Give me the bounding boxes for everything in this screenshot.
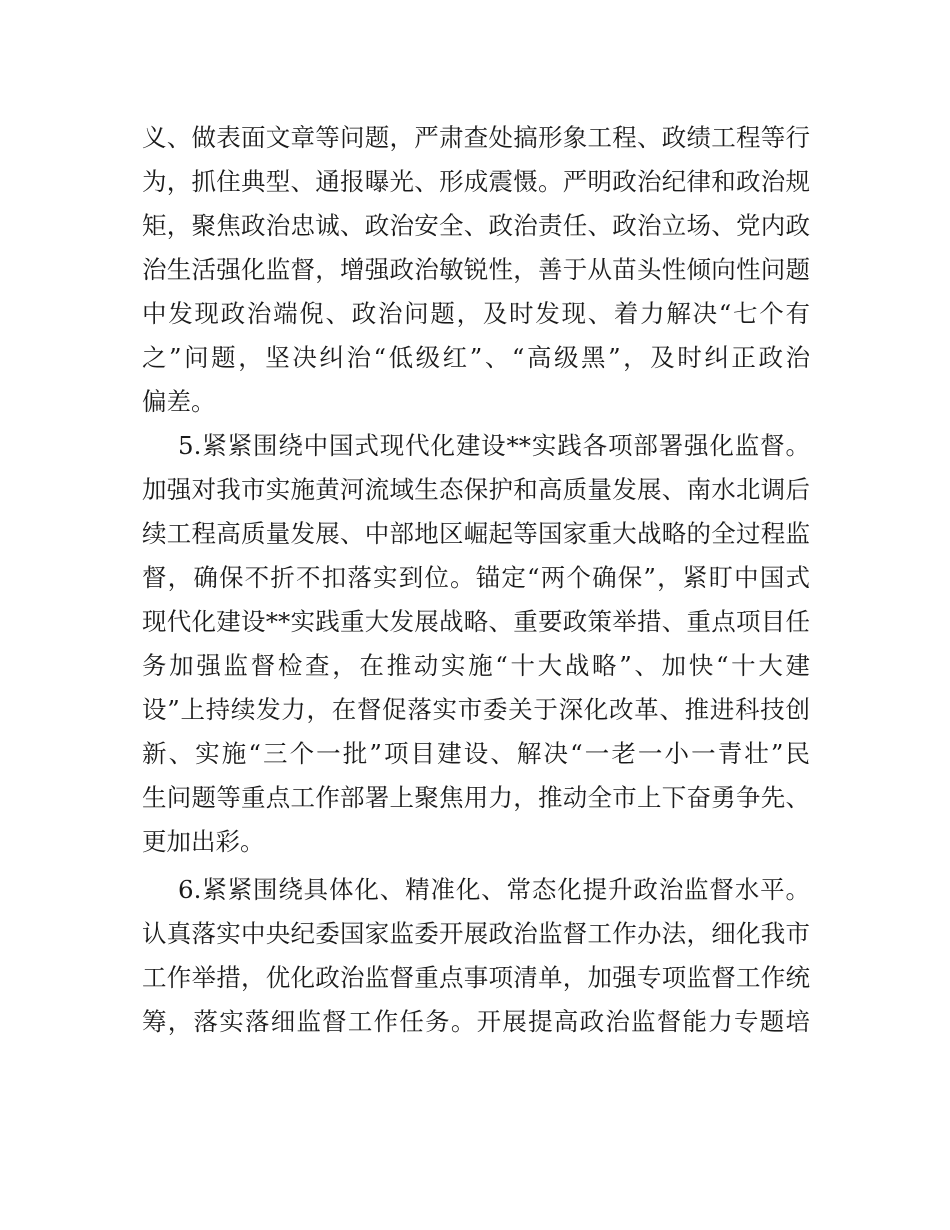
text-line: 之”问题，坚决纠治“低级红”、“高级黑”，及时纠正政治 <box>142 343 810 372</box>
text-line: 矩，聚焦政治忠诚、政治安全、政治责任、政治立场、党内政 <box>142 211 810 240</box>
paragraph-item-5 <box>142 424 810 864</box>
text-line: 治生活强化监督，增强政治敏锐性，善于从苗头性倾向性问题 <box>142 255 810 284</box>
text-line: 新、实施“三个一批”项目建设、解决“一老一小一青壮”民 <box>142 739 810 768</box>
text-line: 为，抓住典型、通报曝光、形成震慑。严明政治纪律和政治规 <box>142 167 810 196</box>
paragraph-continuation <box>142 116 810 424</box>
text-line: 工作举措，优化政治监督重点事项清单，加强专项监督工作统 <box>142 963 810 992</box>
text-line: 续工程高质量发展、中部地区崛起等国家重大战略的全过程监 <box>142 519 810 548</box>
paragraph-heading: 6.紧紧围绕具体化、精准化、常态化提升政治监督水平。 <box>178 875 810 904</box>
text-line: 偏差。 <box>142 387 216 416</box>
paragraph-heading: 5.紧紧围绕中国式现代化建设**实践各项部署强化监督。 <box>178 431 810 460</box>
paragraph-item-6 <box>142 868 810 1044</box>
text-line: 认真落实中央纪委国家监委开展政治监督工作办法，细化我市 <box>142 919 810 948</box>
text-line: 生问题等重点工作部署上聚焦用力，推动全市上下奋勇争先、 <box>142 783 810 812</box>
text-line: 筹，落实落细监督工作任务。开展提高政治监督能力专题培 <box>142 1007 810 1036</box>
text-line: 督，确保不折不扣落实到位。锚定“两个确保”，紧盯中国式 <box>142 563 810 592</box>
text-line: 义、做表面文章等问题，严肃查处搞形象工程、政绩工程等行 <box>142 123 810 152</box>
text-line: 现代化建设**实践重大发展战略、重要政策举措、重点项目任 <box>142 607 810 636</box>
text-line: 更加出彩。 <box>142 827 265 856</box>
text-line: 设”上持续发力，在督促落实市委关于深化改革、推进科技创 <box>142 695 810 724</box>
text-line: 中发现政治端倪、政治问题，及时发现、着力解决“七个有 <box>142 299 810 328</box>
text-line: 务加强监督检查，在推动实施“十大战略”、加快“十大建 <box>142 651 810 680</box>
text-line: 加强对我市实施黄河流域生态保护和高质量发展、南水北调后 <box>142 475 810 504</box>
